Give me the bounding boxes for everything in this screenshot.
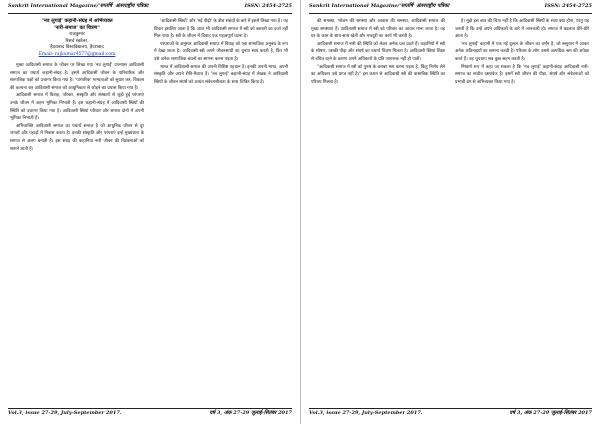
left-page-column-1 <box>10 18 144 406</box>
paragraph: 'नव लुगाई' कहानी में एक नई दुल्हन के जीवन का वर्णन है, जो ससुराल में आकर अनेक कठिनाइयों का सामना करती है। परिवार के लोग उससे अत्यधिक श्रम की अपेक्षा करते हैं। वह चुपचाप सब कुछ सहन करती है। <box>455 41 589 62</box>
author-affiliation: हैदराबाद विश्वविद्यालय, हैदराबाद <box>50 45 104 50</box>
right-page-column-2 <box>455 18 589 406</box>
right-page-footer <box>309 408 592 420</box>
article-title-line-1: "नव लुगाई' कहानी-संग्रह में अभिव्यक्त <box>41 18 113 24</box>
article-title-block <box>10 18 144 58</box>
article-title-line-2: 'नारी-समाज' का चित्रण" <box>54 25 100 31</box>
paragraph: आदिवासी समाज में विवाह, परिवार, संस्कृति और संस्कारों से जुड़ी हुई परंपराएं उनके जीवन में अहम भूमिका निभाती हैं। इस कहानी-संग्रह में आदिवासी स्त्रियों की स्थिति को उजागर किया गया है। आदिवासी स्त्रियां परिवार और समाज दोनों में अपनी भूमिका निभाती हैं। <box>10 93 144 122</box>
author-email-link[interactable]: Email- rajkumar4577@gmail.com <box>38 51 116 57</box>
left-footer-volume: Vol.3, issue 27-29, July-September 2017. <box>8 410 122 416</box>
left-header-issn: ISSN: 2454-2725 <box>244 3 292 9</box>
paragraph: भारत में आदिवासी समाज की अपनी विशिष्ट पहचान है। इनकी अपनी भाषा, अपनी संस्कृति और अपने रीति-रिवाज हैं। 'नव लुगाई' कहानी-संग्रह में लेखक ने आदिवासी स्त्रियों के जीवन संघर्ष को अत्यंत संवेदनशीलता के साथ चित्रित किया है। <box>154 64 288 85</box>
left-header-journal: Sankrit International Magazine/'सप्तर्षि' अंतरराष्ट्रीय पत्रिका <box>8 3 149 9</box>
left-footer-hindi-volume: वर्ष 3, अंक 27-29 जुलाई-सितंबर 2017 <box>209 410 292 416</box>
right-page-header <box>309 3 592 14</box>
right-footer-hindi-volume: वर्ष 3, अंक 27-29 जुलाई-सितंबर 2017 <box>509 410 592 416</box>
paragraph: अभिव्यक्ति आदिवासी समाज का यथार्थ समाज है जो आधुनिक जीवन से दूर जंगलों और पहाड़ों में निवास करता है। इनकी संस्कृति और परंपराएं इन्हें मुख्यधारा के समाज से अलग बनाती हैं। इस संग्रह की कहानियां नारी जीवन की विडंबनाओं को सामने लाती हैं। <box>10 123 144 152</box>
right-header-journal: Sankrit International Magazine/'सप्तर्षि' अंतरराष्ट्रीय पत्रिका <box>309 3 450 9</box>
paragraph: निष्कर्ष रूप में कहा जा सकता है कि 'नव लुगाई' कहानी-संग्रह आदिवासी नारी-समाज का सजीव दस्तावेज है। इसमें स्त्री जीवन की पीड़ा, संघर्ष और संवेदनाओं को प्रभावी ढंग से अभिव्यक्त किया गया है। <box>455 64 589 85</box>
right-page <box>300 0 600 424</box>
paragraph: की समस्या, भोजन की समस्या और आवास की समस्या, आदिवासी समाज की मुख्य समस्याएं हैं। आदिवासी समाज में स्त्री को परिवार का आधार माना जाता है। वह घर के काम के साथ-साथ खेती और मजदूरी का कार्य भी करती है। <box>311 19 445 40</box>
author-name: राजकुमार <box>69 32 85 37</box>
paragraph: है। मुझे इस बात की चिंता नहीं है कि आदिवासी स्त्रियों के साथ क्या होगा, परंतु यह जरूरी है कि उन्हें अपने अधिकारों के बारे में जानकारी हो। समाज में बदलाव धीरे-धीरे आता है। <box>455 19 589 40</box>
paragraph: परंपराओं के अनुसार आदिवासी समाज में विवाह को एक सामाजिक अनुबंध के रूप में देखा जाता है। आदिवासी स्त्री अपने जीवनसाथी का चुनाव स्वयं करती है, फिर भी उसे अनेक सामाजिक बंधनों का सामना करना पड़ता है। <box>154 41 288 62</box>
paragraph: मुख्य आदिवासी समाज के जीवन पर लिखा गया 'नव लुगाई' उपन्यास आदिवासी समाज का यथार्थ कहानी-संग्रह है। इसमें आदिवासी जीवन के पारिवारिक और सामाजिक पक्षों को उजागर किया गया है। 'पारंपरिक' मान्यताओं को सुधार कर, विकास की कल्पना कर आदिवासी समाज को आधुनिकता से जोड़ने का प्रयास किया गया है। <box>10 63 144 91</box>
author-role: रिसर्च स्कॉलर, <box>65 38 89 44</box>
paragraph: 'आदिवासी स्त्रियों' और 'नई पीढ़ी' के बीच संबंधों के बारे में इसमें लिखा गया है। यह विचार इसलिए आता है कि आज भी आदिवासी समाज में स्त्री को बराबरी का दर्जा नहीं मिल पाया है। स्त्री के जीवन में विवाह एक महत्वपूर्ण घटना है। <box>154 19 288 40</box>
right-header-issn: ISSN: 2454-2725 <box>544 3 592 9</box>
paragraph: आदिवासी समाज में नारी की स्थिति को लेकर अनेक प्रश्न उठते हैं। कहानियों में स्त्री के शोषण, उसकी पीड़ा और संघर्ष का यथार्थ चित्रण मिलता है। आदिवासी स्त्रियां शिक्षा से वंचित रहने के कारण अपने अधिकारों के प्रति जागरूक नहीं हो पातीं। <box>311 41 445 62</box>
left-page-header <box>8 3 292 14</box>
left-page-column-2 <box>154 18 288 406</box>
right-footer-volume: Vol.3, issue 27-29, July-September 2017. <box>309 410 423 416</box>
left-page-footer <box>8 408 292 420</box>
right-page-column-1 <box>311 18 445 406</box>
paragraph: "आदिवासी समाज में स्त्री को पुरुष के बराबर श्रम करना पड़ता है, किंतु निर्णय लेने का अधिकार उसे प्राप्त नहीं है।" इस कथन से आदिवासी स्त्री की वास्तविक स्थिति का परिचय मिलता है। <box>311 64 445 85</box>
